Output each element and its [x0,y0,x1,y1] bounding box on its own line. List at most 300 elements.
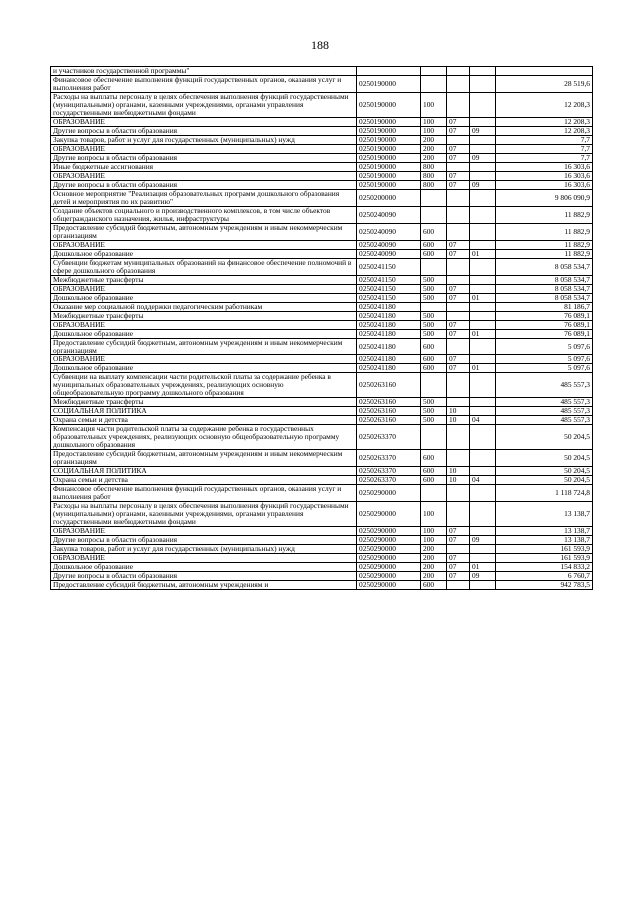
table-row [51,563,593,572]
table-row [51,92,593,117]
cell-amount: 5 097,6 [496,364,593,373]
cell-subsection [470,275,496,284]
table-row [51,162,593,171]
cell-expense-type: 500 [421,284,447,293]
cell-subsection: 09 [470,126,496,135]
cell-target-code: 0250241180 [357,338,421,355]
cell-name: Компенсация части родительской платы за содержание ребенка в государственных образовательных учреждениях, реализующих основную общеобразовательную программу дошкольного образования [51,425,357,450]
cell-subsection [470,171,496,180]
cell-amount: 8 058 534,7 [496,258,593,275]
cell-section [447,485,470,502]
table-row [51,476,593,485]
cell-expense-type: 600 [421,450,447,467]
cell-target-code: 0250200000 [357,189,421,206]
cell-target-code: 0250190000 [357,180,421,189]
cell-subsection [470,554,496,563]
cell-target-code: 0250241150 [357,293,421,302]
cell-amount [496,67,593,76]
cell-subsection [470,485,496,502]
cell-amount: 12 208,3 [496,126,593,135]
cell-subsection: 01 [470,364,496,373]
cell-target-code: 0250241180 [357,364,421,373]
budget-table [50,66,593,590]
table-row [51,144,593,153]
table-row [51,206,593,223]
cell-section: 07 [447,171,470,180]
cell-target-code: 0250241180 [357,302,421,311]
table-row [51,572,593,581]
cell-expense-type: 200 [421,563,447,572]
cell-section: 07 [447,249,470,258]
cell-subsection [470,67,496,76]
cell-subsection [470,527,496,536]
table-row [51,67,593,76]
cell-name: и участников государственной программы" [51,67,357,76]
cell-subsection [470,398,496,407]
cell-expense-type: 200 [421,545,447,554]
cell-amount: 485 557,3 [496,407,593,416]
cell-target-code: 0250190000 [357,117,421,126]
cell-expense-type [421,485,447,502]
cell-subsection [470,258,496,275]
cell-subsection: 09 [470,536,496,545]
cell-name: Предоставление субсидий бюджетным, автономным учреждениям и иным некоммерческим организациям [51,338,357,355]
cell-section [447,92,470,117]
cell-name: Межбюджетные трансферты [51,311,357,320]
table-row [51,581,593,590]
cell-name: Закупка товаров, работ и услуг для государственных (муниципальных) нужд [51,135,357,144]
cell-amount: 485 557,3 [496,416,593,425]
cell-subsection: 09 [470,153,496,162]
cell-amount: 12 208,3 [496,117,593,126]
cell-target-code: 0250190000 [357,135,421,144]
cell-expense-type: 600 [421,581,447,590]
table-row [51,320,593,329]
cell-section: 07 [447,527,470,536]
table-row [51,302,593,311]
cell-expense-type: 200 [421,144,447,153]
table-row [51,355,593,364]
cell-amount: 81 186,7 [496,302,593,311]
cell-expense-type: 500 [421,398,447,407]
table-row [51,258,593,275]
cell-amount: 161 593,9 [496,554,593,563]
cell-section [447,338,470,355]
cell-amount: 76 089,1 [496,329,593,338]
cell-target-code: 0250241150 [357,275,421,284]
cell-name: Субвенции на выплату компенсации части родительской платы за содержание ребенка в муниципальных образовательных учреждениях, реализующих основную общеобразовательную программу дошкольного образования [51,373,357,398]
table-row [51,338,593,355]
cell-expense-type [421,302,447,311]
cell-subsection: 09 [470,180,496,189]
cell-name: Создание объектов социального и производственного комплексов, в том числе объектов общегражданского назначения, жилья, инфраструктуры [51,206,357,223]
cell-section: 07 [447,572,470,581]
cell-name: ОБРАЗОВАНИЕ [51,527,357,536]
cell-target-code: 0250190000 [357,92,421,117]
cell-section: 07 [447,180,470,189]
cell-subsection [470,135,496,144]
table-row [51,545,593,554]
cell-amount: 5 097,6 [496,355,593,364]
cell-target-code: 0250290000 [357,536,421,545]
cell-target-code: 0250263160 [357,398,421,407]
cell-name: Финансовое обеспечение выполнения функций государственных органов, оказания услуг и выполнения работ [51,75,357,92]
cell-section [447,67,470,76]
cell-amount: 50 204,5 [496,425,593,450]
cell-name: ОБРАЗОВАНИЕ [51,284,357,293]
table-row [51,171,593,180]
cell-subsection [470,75,496,92]
cell-expense-type [421,206,447,223]
cell-subsection [470,206,496,223]
cell-expense-type: 600 [421,249,447,258]
cell-subsection: 09 [470,572,496,581]
cell-section: 07 [447,355,470,364]
cell-subsection [470,223,496,240]
cell-amount: 161 593,9 [496,545,593,554]
cell-section: 10 [447,416,470,425]
cell-expense-type: 800 [421,171,447,180]
cell-expense-type: 500 [421,311,447,320]
cell-name: СОЦИАЛЬНАЯ ПОЛИТИКА [51,467,357,476]
table-row [51,536,593,545]
cell-name: Межбюджетные трансферты [51,275,357,284]
table-row [51,75,593,92]
cell-section: 10 [447,476,470,485]
cell-section [447,206,470,223]
cell-target-code: 0250190000 [357,162,421,171]
cell-section [447,75,470,92]
cell-amount: 8 058 534,7 [496,275,593,284]
table-row [51,180,593,189]
cell-section [447,275,470,284]
cell-amount: 13 138,7 [496,502,593,527]
cell-expense-type: 600 [421,240,447,249]
cell-amount: 6 760,7 [496,572,593,581]
cell-amount: 16 303,6 [496,162,593,171]
table-row [51,329,593,338]
cell-name: Другие вопросы в области образования [51,536,357,545]
table-row [51,467,593,476]
cell-section: 10 [447,407,470,416]
cell-target-code: 0250190000 [357,75,421,92]
cell-target-code: 0250241180 [357,311,421,320]
cell-amount: 1 118 724,8 [496,485,593,502]
cell-expense-type: 100 [421,92,447,117]
cell-expense-type: 500 [421,407,447,416]
cell-target-code [357,67,421,76]
cell-target-code: 0250290000 [357,545,421,554]
table-row [51,284,593,293]
table-row [51,275,593,284]
cell-target-code: 0250290000 [357,485,421,502]
cell-expense-type: 100 [421,126,447,135]
cell-subsection [470,581,496,590]
cell-target-code: 0250241150 [357,284,421,293]
cell-name: Дошкольное образование [51,563,357,572]
cell-expense-type: 200 [421,135,447,144]
cell-subsection [470,117,496,126]
cell-name: Субвенции бюджетам муниципальных образований на финансовое обеспечение полномочий в сфере дошкольного образования [51,258,357,275]
cell-amount: 16 303,6 [496,171,593,180]
cell-name: ОБРАЗОВАНИЕ [51,144,357,153]
cell-name: Другие вопросы в области образования [51,126,357,135]
cell-name: Дошкольное образование [51,364,357,373]
cell-name: ОБРАЗОВАНИЕ [51,240,357,249]
table-row [51,293,593,302]
cell-section [447,545,470,554]
cell-name: Дошкольное образование [51,293,357,302]
cell-subsection [470,284,496,293]
cell-section: 07 [447,329,470,338]
cell-amount: 485 557,3 [496,398,593,407]
cell-expense-type: 100 [421,502,447,527]
cell-section: 07 [447,293,470,302]
cell-section: 07 [447,240,470,249]
table-row [51,126,593,135]
cell-subsection [470,189,496,206]
cell-expense-type: 500 [421,293,447,302]
cell-expense-type: 600 [421,338,447,355]
budget-table-body [51,67,593,590]
cell-name: Дошкольное образование [51,329,357,338]
cell-target-code: 0250263370 [357,450,421,467]
table-row [51,407,593,416]
cell-subsection [470,502,496,527]
cell-section: 07 [447,144,470,153]
cell-section: 07 [447,126,470,135]
table-row [51,153,593,162]
cell-name: Другие вопросы в области образования [51,572,357,581]
cell-amount: 76 089,1 [496,311,593,320]
cell-expense-type: 500 [421,275,447,284]
cell-section [447,223,470,240]
cell-subsection [470,92,496,117]
cell-amount: 7,7 [496,153,593,162]
cell-target-code: 0250263160 [357,416,421,425]
cell-subsection [470,355,496,364]
cell-amount: 50 204,5 [496,476,593,485]
cell-amount: 942 783,5 [496,581,593,590]
cell-subsection: 01 [470,563,496,572]
cell-target-code: 0250190000 [357,126,421,135]
cell-section [447,311,470,320]
cell-expense-type [421,373,447,398]
cell-target-code: 0250241180 [357,355,421,364]
cell-target-code: 0250263370 [357,425,421,450]
cell-subsection [470,373,496,398]
cell-amount: 12 208,3 [496,92,593,117]
cell-target-code: 0250290000 [357,527,421,536]
cell-subsection [470,311,496,320]
cell-name: Расходы на выплаты персоналу в целях обеспечения выполнения функций государственными (муниципальными) органами, казенными учреждениями, органами управления государственными внебюджетными фондами [51,92,357,117]
table-row [51,135,593,144]
table-row [51,311,593,320]
table-row [51,416,593,425]
cell-target-code: 0250290000 [357,563,421,572]
page-number: 188 [311,38,329,52]
cell-target-code: 0250241180 [357,320,421,329]
cell-section [447,302,470,311]
table-row [51,485,593,502]
cell-expense-type: 500 [421,329,447,338]
cell-subsection [470,407,496,416]
table-row [51,364,593,373]
cell-subsection [470,467,496,476]
cell-section [447,398,470,407]
cell-target-code: 0250290000 [357,581,421,590]
cell-name: ОБРАЗОВАНИЕ [51,171,357,180]
cell-subsection [470,425,496,450]
cell-name: Другие вопросы в области образования [51,153,357,162]
cell-amount: 8 058 534,7 [496,293,593,302]
cell-name: ОБРАЗОВАНИЕ [51,355,357,364]
cell-name: Иные бюджетные ассигнования [51,162,357,171]
cell-expense-type [421,75,447,92]
cell-name: ОБРАЗОВАНИЕ [51,117,357,126]
cell-section [447,450,470,467]
cell-target-code: 0250263160 [357,407,421,416]
cell-amount: 9 806 090,9 [496,189,593,206]
cell-expense-type: 200 [421,572,447,581]
cell-amount: 485 557,3 [496,373,593,398]
cell-subsection [470,338,496,355]
cell-target-code: 0250241180 [357,329,421,338]
cell-expense-type: 200 [421,554,447,563]
cell-expense-type: 100 [421,117,447,126]
cell-amount: 13 138,7 [496,527,593,536]
cell-expense-type: 200 [421,153,447,162]
cell-amount: 11 882,9 [496,223,593,240]
cell-subsection [470,240,496,249]
cell-name: Основное мероприятие "Реализация образовательных программ дошкольного образования детей и мероприятия по их развитию" [51,189,357,206]
table-row [51,223,593,240]
table-row [51,425,593,450]
table-row [51,189,593,206]
cell-subsection [470,450,496,467]
cell-amount: 11 882,9 [496,240,593,249]
cell-section: 07 [447,364,470,373]
cell-name: Дошкольное образование [51,249,357,258]
cell-expense-type [421,258,447,275]
table-row [51,502,593,527]
cell-target-code: 0250241150 [357,258,421,275]
cell-target-code: 0250290000 [357,554,421,563]
table-row [51,117,593,126]
cell-section: 07 [447,563,470,572]
cell-section: 07 [447,153,470,162]
cell-expense-type: 800 [421,162,447,171]
cell-target-code: 0250240090 [357,223,421,240]
cell-target-code: 0250290000 [357,502,421,527]
cell-name: Предоставление субсидий бюджетным, автономным учреждениям и иным некоммерческим организациям [51,450,357,467]
cell-expense-type [421,67,447,76]
cell-name: ОБРАЗОВАНИЕ [51,554,357,563]
cell-expense-type: 800 [421,180,447,189]
cell-amount: 76 089,1 [496,320,593,329]
cell-name: Другие вопросы в области образования [51,180,357,189]
cell-expense-type: 600 [421,467,447,476]
cell-expense-type: 100 [421,527,447,536]
cell-subsection [470,302,496,311]
cell-section: 10 [447,467,470,476]
cell-name: СОЦИАЛЬНАЯ ПОЛИТИКА [51,407,357,416]
cell-amount: 16 303,6 [496,180,593,189]
cell-amount: 50 204,5 [496,467,593,476]
cell-section [447,189,470,206]
cell-name: Межбюджетные трансферты [51,398,357,407]
cell-subsection [470,162,496,171]
cell-section [447,162,470,171]
cell-section [447,502,470,527]
cell-expense-type: 100 [421,536,447,545]
cell-expense-type: 600 [421,364,447,373]
cell-name: Предоставление субсидий бюджетным, автономным учреждениям и иным некоммерческим организациям [51,223,357,240]
cell-target-code: 0250190000 [357,171,421,180]
table-row [51,527,593,536]
cell-section: 07 [447,284,470,293]
cell-target-code: 0250240090 [357,206,421,223]
cell-section: 07 [447,554,470,563]
cell-amount: 11 882,9 [496,249,593,258]
cell-name: Предоставление субсидий бюджетным, автономным учреждениям и [51,581,357,590]
cell-section [447,425,470,450]
cell-target-code: 0250240090 [357,240,421,249]
cell-name: ОБРАЗОВАНИЕ [51,320,357,329]
cell-amount: 7,7 [496,135,593,144]
cell-section [447,135,470,144]
cell-expense-type [421,425,447,450]
cell-target-code: 0250290000 [357,572,421,581]
cell-section: 07 [447,536,470,545]
cell-amount: 28 519,6 [496,75,593,92]
cell-name: Оказание мер социальной поддержки педагогическим работникам [51,302,357,311]
cell-target-code: 0250240090 [357,249,421,258]
cell-name: Закупка товаров, работ и услуг для государственных (муниципальных) нужд [51,545,357,554]
cell-subsection [470,545,496,554]
cell-subsection [470,144,496,153]
cell-section [447,373,470,398]
cell-amount: 154 833,2 [496,563,593,572]
table-row [51,240,593,249]
cell-target-code: 0250263160 [357,373,421,398]
table-row [51,249,593,258]
cell-expense-type: 600 [421,223,447,240]
table-row [51,450,593,467]
cell-name: Финансовое обеспечение выполнения функций государственных органов, оказания услуг и выполнения работ [51,485,357,502]
cell-amount: 8 058 534,7 [496,284,593,293]
cell-target-code: 0250190000 [357,144,421,153]
cell-section [447,581,470,590]
cell-section [447,258,470,275]
cell-section: 07 [447,320,470,329]
cell-name: Расходы на выплаты персоналу в целях обеспечения выполнения функций государственными (муниципальными) органами, казенными учреждениями, органами управления государственными внебюджетными фондами [51,502,357,527]
cell-subsection [470,320,496,329]
cell-amount: 13 138,7 [496,536,593,545]
cell-name: Охрана семьи и детства [51,416,357,425]
cell-subsection: 01 [470,329,496,338]
table-row [51,373,593,398]
table-row [51,398,593,407]
cell-amount: 50 204,5 [496,450,593,467]
cell-amount: 5 097,6 [496,338,593,355]
cell-amount: 11 882,9 [496,206,593,223]
cell-expense-type: 600 [421,355,447,364]
cell-subsection: 04 [470,476,496,485]
table-row [51,554,593,563]
cell-expense-type: 500 [421,320,447,329]
cell-section: 07 [447,117,470,126]
